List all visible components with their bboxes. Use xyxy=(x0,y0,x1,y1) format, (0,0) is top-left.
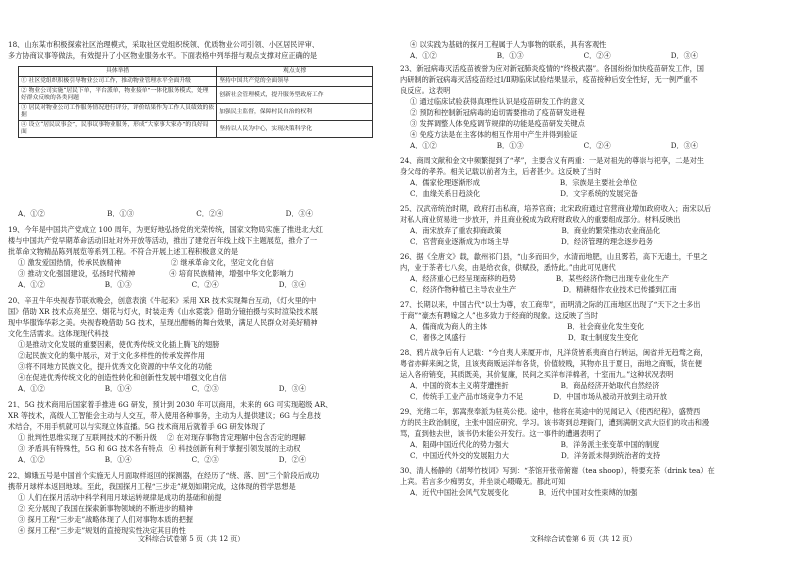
q22-option: ④ 探月工程“三步走”规划的直接现实性决定其目的性 xyxy=(18,526,186,535)
page-footer: 文科综合试卷第 6 页（共 12 页） xyxy=(530,535,637,543)
option: ③ 矛盾具有特殊性，5G 和 6G 技术各有特点 xyxy=(18,444,163,453)
option: B．商品经济开始取代自然经济 xyxy=(560,381,660,390)
option: A．近代中国社会风气发展变化 xyxy=(410,488,509,497)
q29-stem-line: 29、光绪二年，郭嵩焘奉派为驻英公使。途中，他将在英途中的见闻记入《使西纪程》，盛赞西 xyxy=(400,407,701,416)
table-cell: ④ 设立“居民议事会”，民事议事物业服务，形成“大家事大家办”的良好局面 xyxy=(19,121,217,138)
option: A．中国的资本主义萌芽遭挫折 xyxy=(410,381,509,390)
q20-stem-line: 现中华服饰华彩之美。央视春晚借助 5G 技术，呈现出酣畅的舞台效果，满足人民群众对美好精神 xyxy=(8,318,318,327)
q18-stem-line: 多方协商议事等做法，有效提升了小区物业服务水平。下面表格中列举措与观点支撑对应正确的是 xyxy=(8,51,318,60)
option: C．②④ xyxy=(583,51,611,60)
q28-option-row xyxy=(400,381,659,390)
option: B．某些经济作物已出现专业化生产 xyxy=(555,274,669,283)
option: D．取士制度发生变化 xyxy=(567,333,639,342)
q29-option-row xyxy=(400,440,659,449)
q25-stem-line: 25、汉武帝统治时期，政府打击私商，培养官商；北宋政府通过官营商业增加政府收入；南宋以后 xyxy=(400,204,712,213)
option: B．①③ xyxy=(496,141,524,150)
option: A．①② xyxy=(18,280,45,289)
option: C．②④ xyxy=(191,280,219,289)
option: B．①④ xyxy=(104,384,132,393)
table-row xyxy=(19,87,373,104)
q20-option: ③将不同地方民族文化，提升优秀文化资源的中华文化的功能 xyxy=(18,362,213,371)
table-header: 观点支撑 xyxy=(217,67,373,77)
q18-stem-line: 18、山东某市积极探索社区治理模式，采取社区党组织统领、优质物业公司引领、小区居民评审、 xyxy=(8,40,320,49)
q19-option-row xyxy=(8,269,294,278)
q18-options xyxy=(8,209,313,218)
option: B．商业的繁荣推动农业商品化 xyxy=(561,226,661,235)
q29-stem-line: 骂，直到他去世，该书仍未能公开发行。这一事件的遭遇表明了 xyxy=(400,429,602,438)
option: C．官营商业逐渐成为市场主导 xyxy=(410,237,509,246)
q30-stem-line: 30、清人杨静的《胡琴竹枝词》写到：“茶馆开张帝俯谢（tea shoop），特要充茶（drink tea）在 xyxy=(400,466,715,475)
option: A．经济重心已经呈现南移的趋势 xyxy=(410,274,516,283)
table-cell: ① 社区党组织积极引导物业公司工作，推动物业管理水平全面升级 xyxy=(19,77,217,87)
q20-stem-line: 文化生活需求。这体现现代科技 xyxy=(8,329,109,338)
option: ③ 推动文化强国建设，弘扬时代精神 xyxy=(18,269,136,278)
option: D．经济管理的理念逐步趋务 xyxy=(560,237,653,246)
option: C．②③ xyxy=(191,384,219,393)
q23-option: ③ 发挥调整人体免疫调节规律的功能是疫苗研发关键点 xyxy=(410,119,585,128)
option: B．洋务派主张变革中国的制度 xyxy=(560,440,660,449)
q19-stem-line: 批革命文物精品陈列展览等系列工程。不符合开展上述工程积极意义的是 xyxy=(8,247,239,256)
q27-stem-line: 27、长期以来，中国古代“以士为尊，农工商卑”，而明清之际的江南地区出现了“天下之士多出 xyxy=(400,300,701,309)
option: ② 继承革命文化，坚定文化自信 xyxy=(170,258,274,267)
option: A．①② xyxy=(410,141,437,150)
q23-stem-line: 良反应。这表明 xyxy=(400,86,451,95)
q23-option: ① 通过临床试验获得真理性认识是疫苗研发工作的意义 xyxy=(410,97,585,106)
option: D．精耕细作农业技术已传播到江南 xyxy=(563,285,677,294)
q23-option: ④ 免疫方法是在主客体的相互作用中产生并得到验证 xyxy=(410,130,578,139)
q24-option-row xyxy=(400,178,637,187)
option: A．①② xyxy=(18,384,45,393)
q25-stem-line: 对私人商业贸易进一步放开，并且商业税成为政府财政收入的重要组成部分。材料反映出 xyxy=(400,215,681,224)
option: D．③④ xyxy=(670,141,699,150)
q23-option: ② 预防和控制新冠病毒的追切需要推动了疫苗研发进程 xyxy=(410,108,585,117)
option: ② 在对现存事物肯定理解中包含否定的理解 xyxy=(166,433,306,442)
q28-option-row xyxy=(400,392,667,401)
option: D．洋务派未得到统治者的支持 xyxy=(560,451,661,460)
option: C．经济作物种植已主导农业生产 xyxy=(410,285,517,294)
option: C．奢侈之风盛行 xyxy=(410,333,466,342)
q28-stem-line: 28、鸦片战争后有人记载：“今自夷人来厦开市，凡洋货皆系夷商自行转运，闽省并无趋骛之商， xyxy=(400,348,708,357)
q24-option-row xyxy=(400,189,638,198)
q27-option-row xyxy=(400,333,638,342)
table-cell: ③ 居民对物业公司工作服务情况进行评分，评价结果作为工作人员绩效的依据 xyxy=(19,104,217,121)
q21-option-row xyxy=(8,444,300,453)
option: C．②④ xyxy=(583,141,611,150)
q19-stem-line: 19、今年是中国共产党成立 100 周年，为更好地弘扬党的光荣传统，国家文物局实施了推进北大红 xyxy=(8,225,323,234)
option: ④ 科技创新有利于掌握引领发展的主动权 xyxy=(168,444,301,453)
table-row xyxy=(19,121,373,138)
q22-option: ④ 以实践为基础的探月工程属于人为事物的联系，具有客观性 xyxy=(410,40,607,49)
option: C．②④ xyxy=(196,209,224,218)
q30-option-row xyxy=(400,488,637,497)
table-cell: ② 物业公司实施“居民下单，平台派单，物业接单”一体化服务模式，处理好群众反映的各类问题 xyxy=(19,87,217,104)
q26-stem-line: 26、据《全唐文》载，歙州祁门县，“山多而田少，水清而地肥，山且雾若，高下无遗土，千里之 xyxy=(400,252,708,261)
q25-option-row xyxy=(400,226,660,235)
option: A．阻碍中国近代化的势力强大 xyxy=(410,440,509,449)
option: A．①② xyxy=(410,51,437,60)
q26-option-row xyxy=(400,285,677,294)
q20-stem-line: 国》借助 XR 技术点亮星空、烟花与灯火，时装走秀《山水霓裳》借助分镜拍摄与实时渲染技术展 xyxy=(8,307,318,316)
table-header: 具体举措 xyxy=(19,67,217,77)
q30-stem-line: 上宾。若言多少痴男女，并坐谈心嗫嘬无。都此可知 xyxy=(400,477,566,486)
option: B．①③ xyxy=(496,51,524,60)
q23-abcd xyxy=(400,141,698,150)
option: D．文字系统的发展完备 xyxy=(560,189,638,198)
q19-option-row xyxy=(8,258,274,267)
q22-option: ② 充分展现了我国在探索新事物领域的不断进步的精神 xyxy=(18,504,193,513)
q20-abcd xyxy=(8,384,306,393)
left-page xyxy=(8,0,390,561)
option: B．社会商业化发生变化 xyxy=(567,322,645,331)
q22-stem-line: 22、嫦娥五号是中国首个实施无人月面取样返回的探测器，在经历了“绕、落、回”三个阶段后成功 xyxy=(8,471,320,480)
option: A．儒商成为商人的主体 xyxy=(410,322,488,331)
q29-option-row xyxy=(400,451,660,460)
option: C．②③ xyxy=(191,455,219,464)
q19-abcd xyxy=(8,280,306,289)
q21-stem-line: XR 等技术，高级人工智能会主动与人交互，带入使用各种事务，主动为人提供建议；6G 与全息技 xyxy=(8,411,321,420)
option: B．①③ xyxy=(104,280,132,289)
q23-stem-line: 内研制的新冠病毒灭活疫苗经过Ⅰ/Ⅱ期临床试验结果显示，疫苗接种后安全性好，无一例严重不 xyxy=(400,75,698,84)
option: A．①② xyxy=(18,455,45,464)
option: D．③④ xyxy=(285,209,313,218)
option: C．中国近代外交的发展阻力大 xyxy=(410,451,509,460)
table-cell: 加强民主监督，保障村民自治的权利 xyxy=(217,104,373,121)
option: A．①② xyxy=(18,209,45,218)
option: A．南宋放弃了重农抑商政策 xyxy=(410,226,502,235)
option: C．血缘关系日趋淡化 xyxy=(410,189,481,198)
q27-stem-line: 于商”“豪杰有聘嫁之人”也多致力于经商的现象。这反映了当时 xyxy=(400,311,598,320)
q27-option-row xyxy=(400,322,644,331)
q29-stem-line: 方的民主政治制度，主张中国应研究、学习。该书寄到总理衙门，遭到满朝文武大臣们的攻击和漫 xyxy=(400,418,710,427)
q20-option: ①是推动文化发展的重要因素，使优秀传统文化插上腾飞的翅膀 xyxy=(18,340,220,349)
option: ① 激发爱国热情，传承民族精神 xyxy=(18,258,121,267)
option: B．①③ xyxy=(107,209,134,218)
q21-stem-line: 术结合，不用手机就可以与实现立体直播。5G 技术商用后就着手 6G 研发体现了 xyxy=(8,422,266,431)
option: D．③④ xyxy=(278,384,307,393)
table-cell: 创新社会管理模式，提升服务型政府工作 xyxy=(217,87,373,104)
option: D．中国市场从被动开放到主动开放 xyxy=(553,392,667,401)
q28-stem-line: 运入各府销变，其质既美，其价复廉，民间之买洋布洋棉者，十室而九。”这种状况表明 xyxy=(400,370,674,379)
q25-option-row xyxy=(400,237,653,246)
option: A．儒家伦理逐渐形成 xyxy=(410,178,480,187)
q20-stem-line: 20、辛丑牛年央视春节联欢晚会，创意表演《牛起来》采用 XR 技术实现舞台互动，《灯火里的中 xyxy=(8,296,317,305)
q28-stem-line: 粤省亦鲜来闽之货，且该夷商贩运洋布各货，价值较贱，其物亦且于夏日，南地之商贩，货在便 xyxy=(400,359,702,368)
q20-option: ④在促进优秀传统文化的创造性转化和创新性发展中增强文化自信 xyxy=(18,373,227,382)
q21-abcd xyxy=(8,455,306,464)
option: D．②④ xyxy=(278,455,307,464)
q26-stem-line: 内，业于茶者七八矣，由是给衣食，供赋役，悉恃此。”由此可见唐代 xyxy=(400,263,616,272)
q22-stem-line: 携带月球样本返回地球。至此，我国探月工程“三步走”规划如期完成，这体现的哲学思想是 xyxy=(8,482,296,491)
option: D．③④ xyxy=(670,51,699,60)
q18-table xyxy=(18,66,373,138)
table-row xyxy=(19,104,373,121)
option: ④ 培育民族精神，增强中华文化影响力 xyxy=(169,269,294,278)
q21-stem-line: 21、5G 技术商用后国家着手推进 6G 研发，预计到 2030 年可以商用，未来的 6G 可实现超级 AR、 xyxy=(8,400,333,409)
q26-option-row xyxy=(400,274,669,283)
q21-option-row xyxy=(8,433,306,442)
q20-option: ②起民族文化的集中展示，对于文化多样性的传承发挥作用 xyxy=(18,351,205,360)
q24-stem-line: 24、商周文献和金文中频繁提到了“孝”，主要含义有两重：一是对祖先的尊崇与祀享，二是对生 xyxy=(400,156,704,165)
table-row xyxy=(19,77,373,87)
q24-stem-line: 身父母的孝养。相关记载以前者为主，后者甚少。这反映了当时 xyxy=(400,167,602,176)
q22-option: ③ 探月工程“三步走”战略体现了人们对事物本质的把握 xyxy=(18,515,193,524)
option: B．①④ xyxy=(104,455,132,464)
option: ① 批判性思维实现了互联网技术的不断升级 xyxy=(18,433,157,442)
option: D．③④ xyxy=(278,280,307,289)
q22-abcd xyxy=(400,51,698,60)
table-cell: 坚持以人民为中心，实现决策科学化 xyxy=(217,121,373,138)
q19-stem-line: 楼与中国共产党早期革命活动旧址对外开放等活动，推出了建党百年线上线下主题展览，推介了一 xyxy=(8,236,318,245)
page-footer: 文科综合试卷第 5 页（共 12 页） xyxy=(138,535,245,543)
option: C．传统手工业产品市场竞争力不足 xyxy=(410,392,524,401)
table-cell: 坚持中国共产党的全面领导 xyxy=(217,77,373,87)
option: B．宗族是主要社会单位 xyxy=(559,178,638,187)
right-page xyxy=(400,0,786,561)
q22-option: ① 人们在探月活动中科学利用月球运转规律是成功的基础和前提 xyxy=(18,493,222,502)
q23-stem-line: 23、新冠病毒灭活疫苗被誉为应对新冠肺炎疫情的“终极武器”。各国纷纷加快疫苗研发工作，国 xyxy=(400,64,704,73)
option: B．近代中国对女性束缚的加强 xyxy=(538,488,638,497)
